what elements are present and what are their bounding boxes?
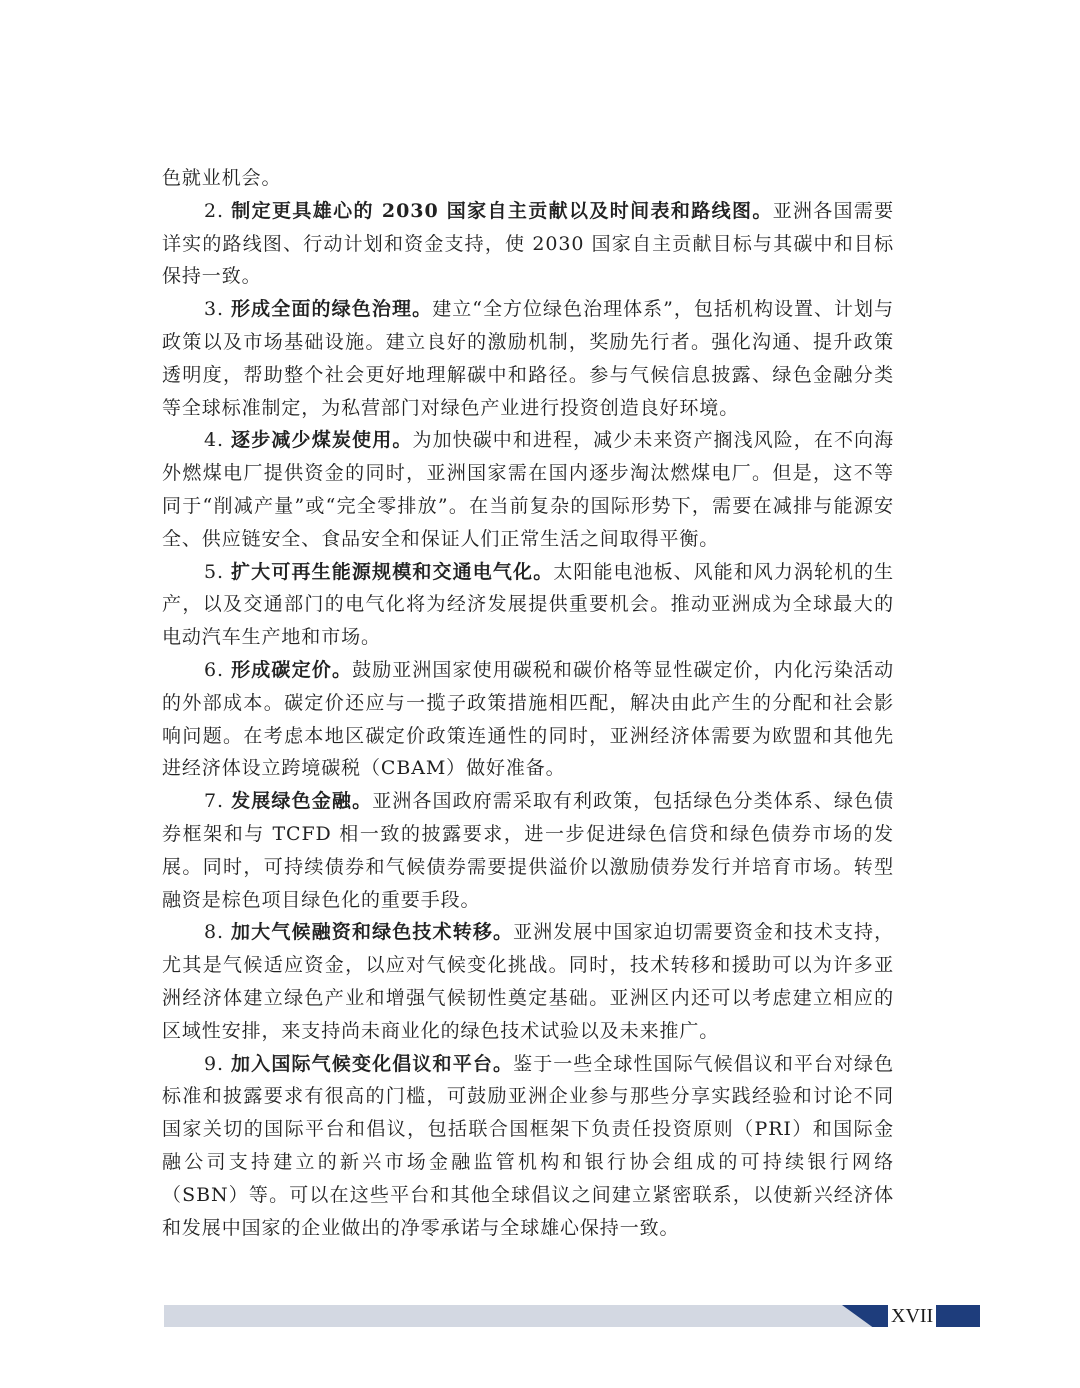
item-number: 4. — [204, 429, 224, 452]
paragraph-item-9 — [162, 1048, 894, 1245]
item-number: 2. — [204, 199, 224, 222]
item-heading: 加入国际气候变化倡议和平台。 — [231, 1052, 514, 1075]
paragraph-item-2 — [162, 195, 894, 293]
item-body: 鉴于一些全球性国际气候倡议和平台对绿色标准和披露要求有很高的门槛，可鼓励亚洲企业参与那些分享实践经验和讨论不同国家关切的国际平台和倡议，包括联合国框架下负责任投资原则（PRI）和国际金融公司支持建立的新兴市场金融监管机构和银行协会组成的可持续银行网络（SBN）等。可以在这些平台和其他全球倡议之间建立紧密联系，以使新兴经济体和发展中国家的企业做出的净零承诺与全球雄心保持一致。 — [162, 1052, 894, 1239]
item-heading: 扩大可再生能源规模和交通电气化。 — [231, 560, 554, 583]
item-body: 亚洲各国政府需采取有利政策，包括绿色分类体系、绿色债券框架和与 TCFD 相一致的披露要求，进一步促进绿色信贷和绿色债券市场的发展。同时，可持续债券和气候债券需要提供溢价以激励债券发行并培育市场。转型融资是棕色项目绿色化的重要手段。 — [162, 790, 894, 911]
item-body: 建立“全方位绿色治理体系”，包括机构设置、计划与政策以及市场基础设施。建立良好的激励机制，奖励先行者。强化沟通、提升政策透明度，帮助整个社会更好地理解碳中和路径。参与气候信息披露、绿色金融分类等全球标准制定，为私营部门对绿色产业进行投资创造良好环境。 — [162, 298, 894, 419]
paragraph-item-4 — [162, 424, 894, 555]
item-heading: 制定更具雄心的 2030 国家自主贡献以及时间表和路线图。 — [231, 199, 773, 222]
item-body: 为加快碳中和进程，减少未来资产搁浅风险，在不向海外燃煤电厂提供资金的同时，亚洲国家需在国内逐步淘汰燃煤电厂。但是，这不等同于“削减产量”或“完全零排放”。在当前复杂的国际形势下，需要在减排与能源安全、供应链安全、食品安全和保证人们正常生活之间取得平衡。 — [162, 429, 894, 550]
item-number: 7. — [204, 790, 224, 813]
paragraph-item-5 — [162, 556, 894, 654]
item-heading: 形成碳定价。 — [231, 658, 353, 681]
continuation-paragraph: 色就业机会。 — [162, 167, 282, 189]
item-number: 6. — [204, 658, 224, 681]
item-body: 太阳能电池板、风能和风力涡轮机的生产，以及交通部门的电气化将为经济发展提供重要机会。推动亚洲成为全球最大的电动汽车生产地和市场。 — [162, 560, 894, 649]
item-body: 亚洲各国需要详实的路线图、行动计划和资金支持，使 2030 国家自主贡献目标与其碳中和目标保持一致。 — [162, 199, 894, 288]
item-heading: 发展绿色金融。 — [231, 790, 373, 813]
document-body — [162, 162, 894, 1244]
paragraph-item-3 — [162, 293, 894, 424]
item-number: 8. — [204, 921, 224, 944]
paragraph-item-8 — [162, 916, 894, 1047]
item-body: 鼓励亚洲国家使用碳税和碳价格等显性碳定价，内化污染活动的外部成本。碳定价还应与一揽子政策措施相匹配，解决由此产生的分配和社会影响问题。在考虑本地区碳定价政策连通性的同时，亚洲经济体需要为欧盟和其他先进经济体设立跨境碳税（CBAM）做好准备。 — [162, 658, 894, 780]
item-heading: 加大气候融资和绿色技术转移。 — [231, 921, 514, 944]
item-number: 3. — [204, 298, 224, 321]
paragraph-item-6 — [162, 654, 894, 785]
item-heading: 形成全面的绿色治理。 — [231, 298, 433, 321]
paragraph-item-7 — [162, 785, 894, 916]
page-number: XVII — [888, 1303, 936, 1329]
item-body: 亚洲发展中国家迫切需要资金和技术支持，尤其是气候适应资金，以应对气候变化挑战。同时，技术转移和援助可以为许多亚洲经济体建立绿色产业和增强气候韧性奠定基础。亚洲区内还可以考虑建立相应的区域性安排，来支持尚未商业化的绿色技术试验以及未来推广。 — [162, 921, 894, 1042]
item-number: 5. — [204, 560, 224, 583]
item-number: 9. — [204, 1052, 224, 1075]
item-heading: 逐步减少煤炭使用。 — [231, 429, 413, 452]
